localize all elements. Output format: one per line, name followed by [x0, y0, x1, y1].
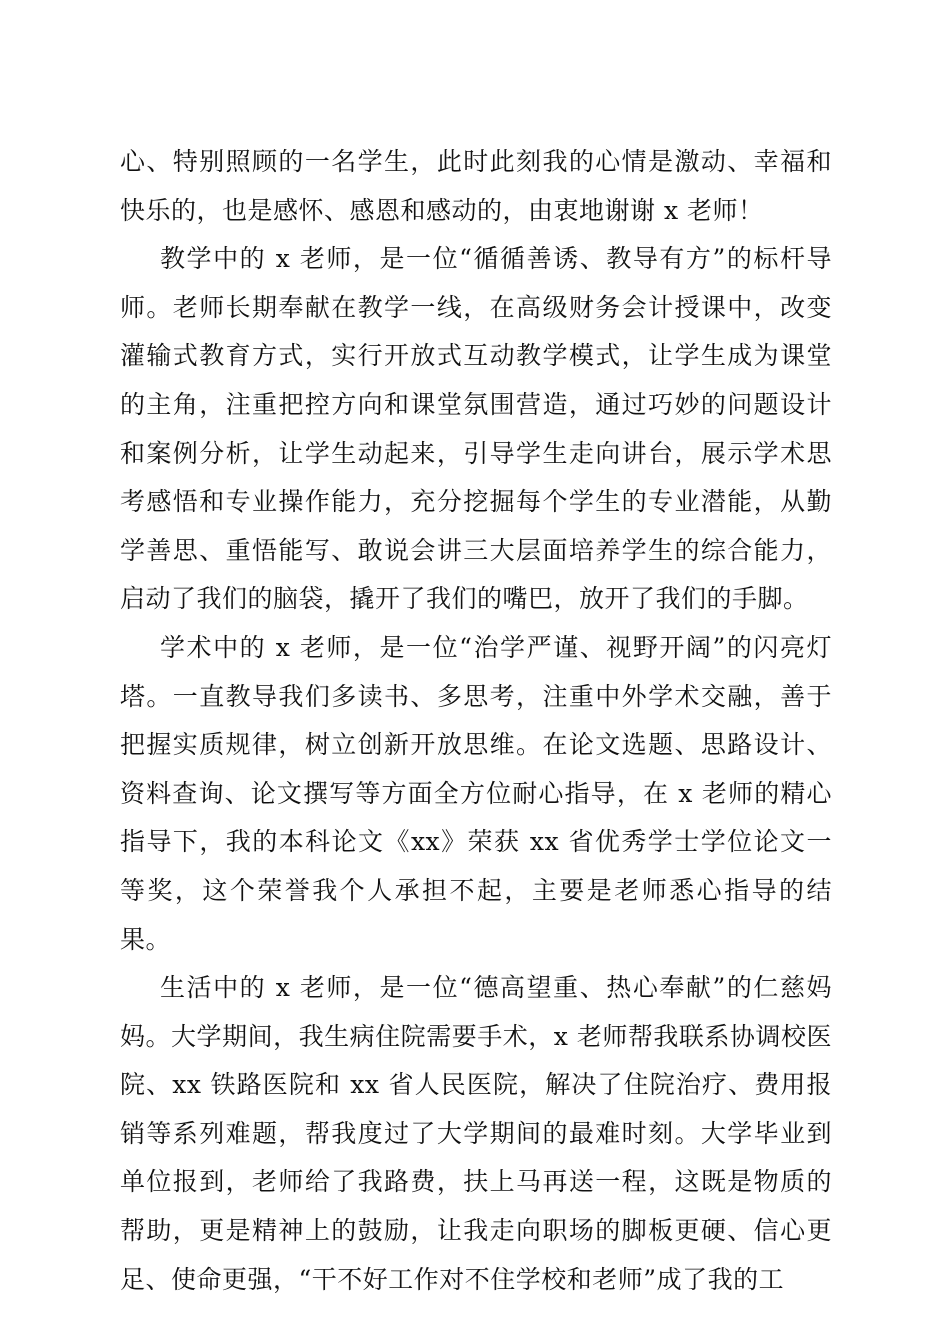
paragraph-life: 生活中的 x 老师，是一位“德高望重、热心奉献”的仁慈妈妈。大学期间，我生病住院需要手术，x 老师帮我联系协调校医院、xx 铁路医院和 xx 省人民医院，解决了住院治疗、费用报销等系列难题，帮我度过了大学期间的最难时刻。大学毕业到单位报到，老师给了我路费，扶上马再送一程，这既是物质的帮助，更是精神上的鼓励，让我走向职场的脚板更硬、信心更足、使命更强，“干不好工作对不住学校和老师”成了我的工 [120, 973, 832, 1294]
paragraph-continuation: 心、特别照顾的一名学生，此时此刻我的心情是激动、幸福和快乐的，也是感怀、感恩和感动的，由衷地谢谢 x 老师！ [120, 147, 832, 225]
document-body [120, 138, 832, 1304]
paragraph-teaching: 教学中的 x 老师，是一位“循循善诱、教导有方”的标杆导师。老师长期奉献在教学一线，在高级财务会计授课中，改变灌输式教育方式，实行开放式互动教学模式，让学生成为课堂的主角，注重把控方向和课堂氛围营造，通过巧妙的问题设计和案例分析，让学生动起来，引导学生走向讲台，展示学术思考感悟和专业操作能力，充分挖掘每个学生的专业潜能，从勤学善思、重悟能写、敢说会讲三大层面培养学生的综合能力，启动了我们的脑袋，撬开了我们的嘴巴，放开了我们的手脚。 [120, 244, 832, 614]
paragraph-academic: 学术中的 x 老师，是一位“治学严谨、视野开阔”的闪亮灯塔。一直教导我们多读书、多思考，注重中外学术交融，善于把握实质规律，树立创新开放思维。在论文选题、思路设计、资料查询、论文撰写等方面全方位耐心指导，在 x 老师的精心指导下，我的本科论文《xx》荣获 xx 省优秀学士学位论文一等奖，这个荣誉我个人承担不起，主要是老师悉心指导的结果。 [120, 632, 832, 954]
